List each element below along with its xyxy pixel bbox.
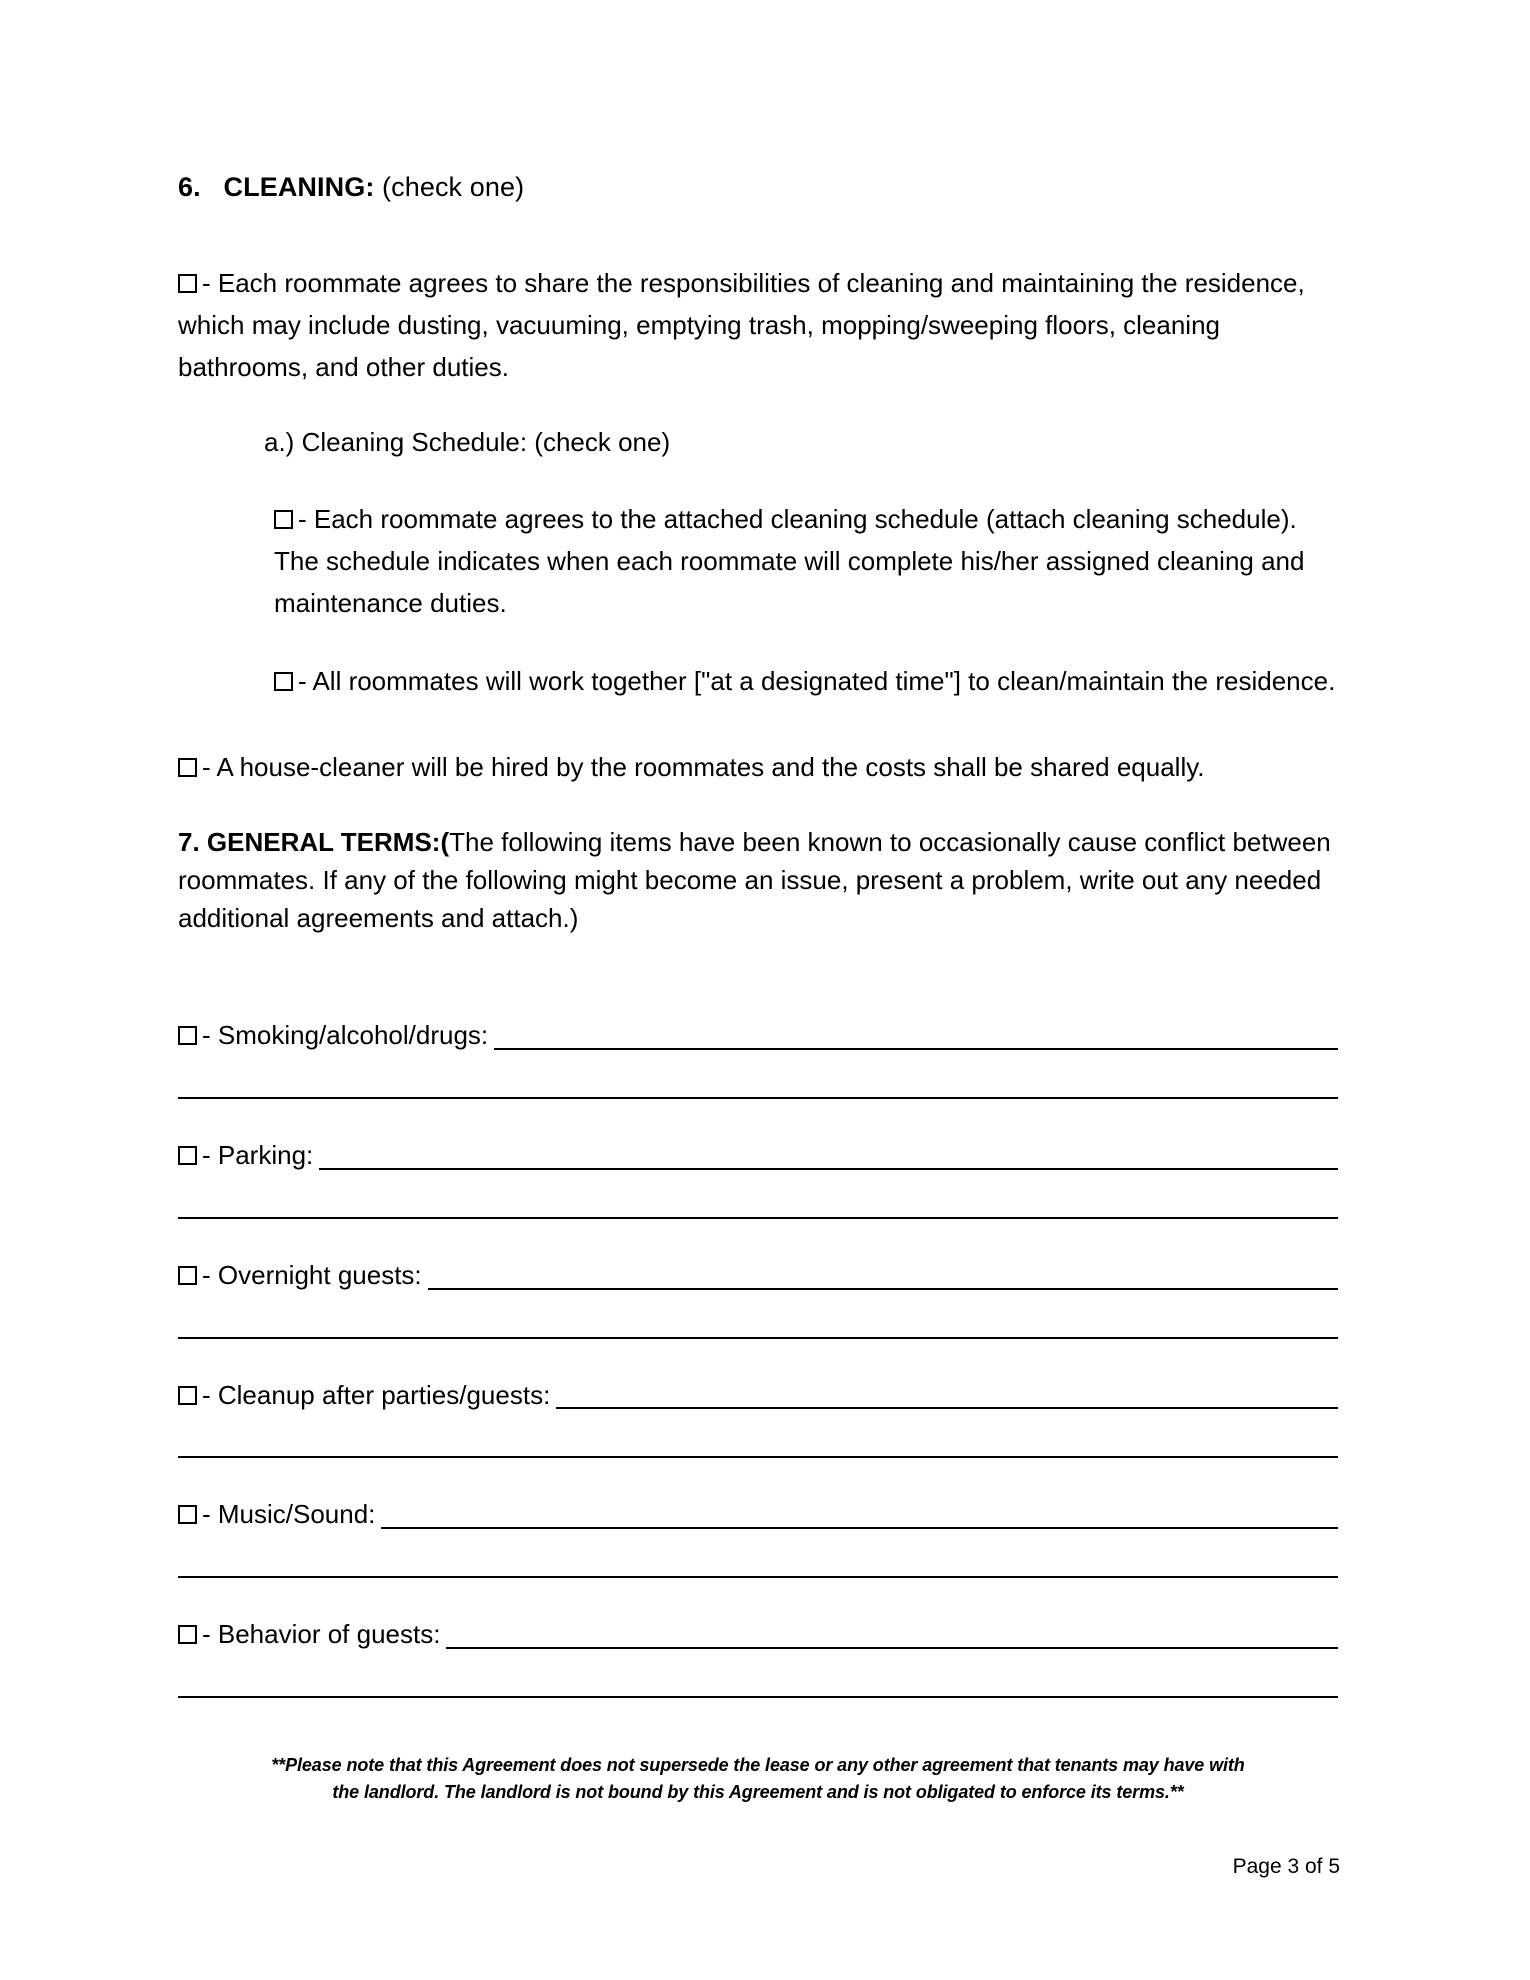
term-label — [178, 1498, 381, 1532]
spacer — [178, 937, 1338, 993]
spacer — [178, 993, 1338, 1019]
spacer — [178, 1099, 1338, 1139]
spacer — [178, 702, 1338, 746]
spacer — [178, 1293, 1338, 1337]
term-row — [178, 1259, 1338, 1293]
term-label — [178, 1139, 319, 1173]
section-6-title: CLEANING: — [223, 172, 375, 202]
footer-disclaimer-line-2: the landlord. The landlord is not bound by this Agreement and is not obligated to enforce its terms.** — [332, 1782, 1184, 1802]
cleaning-share-option — [178, 262, 1338, 388]
section-7-paragraph — [178, 824, 1338, 937]
term-input-line[interactable] — [446, 1625, 1338, 1649]
term-row — [178, 1379, 1338, 1413]
spacer — [178, 1532, 1338, 1576]
section-7-title: GENERAL TERMS: — [206, 827, 441, 858]
checkbox-icon[interactable] — [178, 274, 197, 293]
checkbox-icon[interactable] — [178, 1505, 197, 1524]
spacer — [178, 1652, 1338, 1696]
section-6-number: 6. — [178, 172, 201, 202]
term-label-text: - Smoking/alcohol/drugs: — [202, 1020, 489, 1051]
cleaning-share-option-text: - Each roommate agrees to share the responsibilities of cleaning and maintaining the residence, which may include dusting, vacuuming, emptying trash, mopping/sweeping floors, cleaning bathrooms, and other duties. — [178, 267, 1305, 382]
section-7-body: The following items have been known to occasionally cause conflict between roommates. If any of the following might become an issue, present a problem, write out any needed additional agreements and attach.) — [178, 827, 1331, 933]
term-label — [178, 1618, 446, 1652]
spacer — [178, 788, 1338, 824]
term-row — [178, 1139, 1338, 1173]
spacer — [178, 1219, 1338, 1259]
section-7-open-paren: ( — [440, 827, 450, 858]
work-together-option — [274, 660, 1338, 702]
checkbox-icon[interactable] — [178, 1625, 197, 1644]
checkbox-icon[interactable] — [274, 510, 293, 529]
term-label — [178, 1379, 556, 1413]
checkbox-icon[interactable] — [178, 1386, 197, 1405]
spacer — [178, 388, 1338, 424]
house-cleaner-option — [178, 746, 1338, 788]
attached-schedule-option-text: - Each roommate agrees to the attached cleaning schedule (attach cleaning schedule). The schedule indicates when each roommate will complete his/her assigned cleaning and maintenance duties. — [274, 503, 1305, 618]
term-label-text: - Behavior of guests: — [202, 1619, 441, 1650]
term-continuation-line[interactable] — [178, 1696, 1338, 1698]
term-label-text: - Music/Sound: — [202, 1499, 376, 1530]
section-7-number: 7. — [178, 827, 200, 858]
checkbox-icon[interactable] — [178, 1266, 197, 1285]
section-6-instruction: (check one) — [382, 172, 525, 202]
checkbox-icon[interactable] — [178, 1146, 197, 1165]
term-input-line[interactable] — [556, 1385, 1338, 1409]
attached-schedule-option — [274, 498, 1338, 624]
footer-disclaimer-line-1: **Please note that this Agreement does not supersede the lease or any other agreement that tenants may have with — [271, 1755, 1245, 1775]
footer-disclaimer — [178, 1752, 1338, 1806]
term-row — [178, 1498, 1338, 1532]
spacer — [178, 462, 1338, 498]
spacer — [178, 1458, 1338, 1498]
spacer — [178, 1412, 1338, 1456]
term-input-line[interactable] — [428, 1266, 1338, 1290]
cleaning-schedule-sublabel: a.) Cleaning Schedule: (check one) — [264, 426, 671, 457]
work-together-option-text: - All roommates will work together ["at a designated time"] to clean/maintain the residence. — [298, 665, 1336, 696]
term-row — [178, 1618, 1338, 1652]
term-input-line[interactable] — [319, 1146, 1338, 1170]
term-input-line[interactable] — [494, 1026, 1338, 1050]
page-number: Page 3 of 5 — [1232, 1855, 1340, 1878]
term-label — [178, 1019, 494, 1053]
term-label-text: - Parking: — [202, 1140, 314, 1171]
spacer — [178, 1578, 1338, 1618]
term-row — [178, 1019, 1338, 1053]
section-6-heading — [178, 170, 1338, 206]
checkbox-icon[interactable] — [178, 1026, 197, 1045]
spacer — [178, 624, 1338, 660]
term-label-text: - Cleanup after parties/guests: — [202, 1379, 551, 1410]
spacer — [178, 1053, 1338, 1097]
spacer — [178, 1173, 1338, 1217]
term-label-text: - Overnight guests: — [202, 1259, 422, 1290]
general-terms-list — [178, 1019, 1338, 1698]
page-content — [178, 170, 1338, 1698]
spacer — [178, 1339, 1338, 1379]
checkbox-icon[interactable] — [178, 758, 197, 777]
checkbox-icon[interactable] — [274, 672, 293, 691]
term-label — [178, 1259, 428, 1293]
house-cleaner-option-text: - A house-cleaner will be hired by the roommates and the costs shall be shared equally. — [202, 752, 1205, 783]
spacer — [178, 206, 1338, 262]
term-input-line[interactable] — [381, 1505, 1338, 1529]
